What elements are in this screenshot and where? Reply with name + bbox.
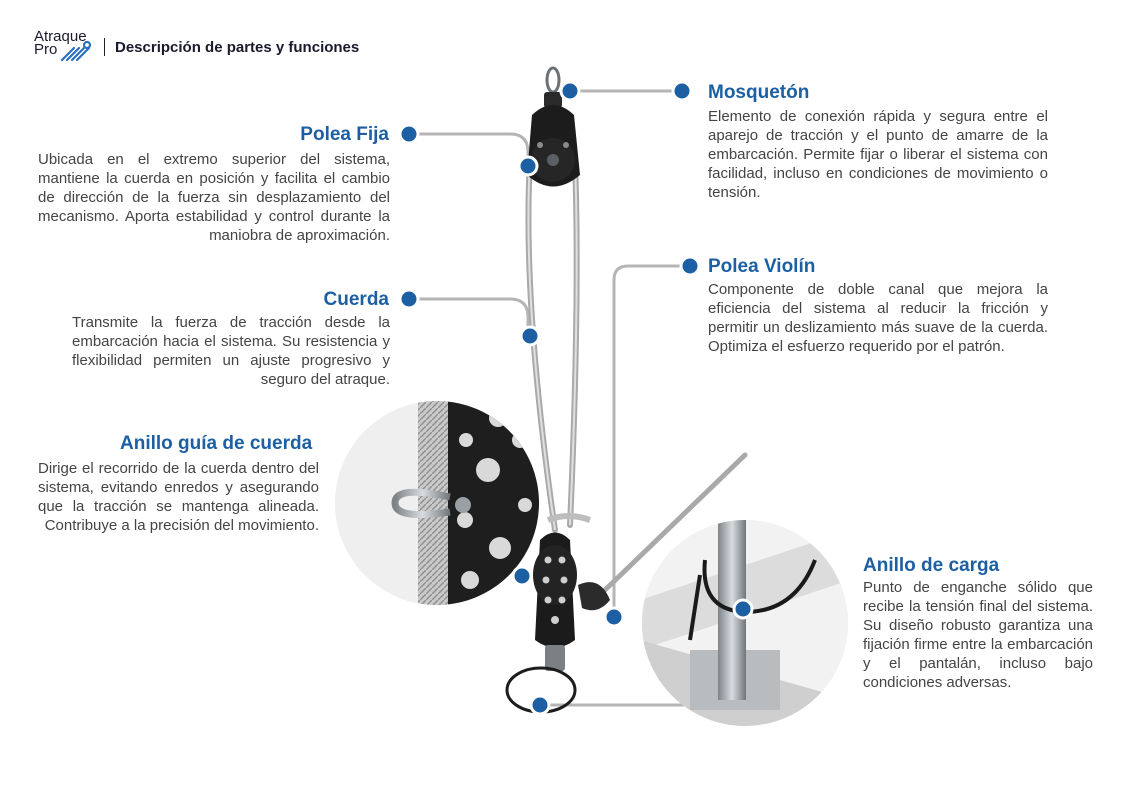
- dot-polea-violin-end: [605, 608, 623, 626]
- dot-cuerda-start: [400, 290, 418, 308]
- dot-mosqueton-end: [673, 82, 691, 100]
- label-text-anillo-guia: Dirige el recorrido de la cuerda dentro del sistema, evitando enredos y asegurando que la tracción se mantenga alineada. Contribuye a la precisión del movimiento.: [38, 460, 319, 534]
- dot-cuerda-end: [521, 327, 539, 345]
- label-title-cuerda: Cuerda: [323, 289, 389, 310]
- label-title-polea-fija: Polea Fija: [300, 124, 389, 145]
- label-title-polea-violin: Polea Violín: [708, 256, 816, 277]
- violin-pulley: [507, 533, 610, 713]
- leader-polea-fija: [409, 134, 528, 166]
- label-text-mosqueton: Elemento de conexión rápida y segura entre el aparejo de tracción y el punto de amarre de la embarcación. Permite fijar o liberar el sistema con facilidad, incluso en condiciones de movimiento o tensión.: [708, 108, 1048, 201]
- dot-polea-fija-end: [519, 157, 537, 175]
- label-text-anillo-carga: Punto de enganche sólido que recibe la tensión final del sistema. Su diseño robusto garantiza una fijación firme entre la embarcación y el pantalán, incluso bajo condiciones adversas.: [863, 579, 1093, 691]
- dot-anillo-guia: [513, 567, 531, 585]
- zoom-circle-load-ring: [640, 520, 850, 730]
- label-text-polea-violin: Componente de doble canal que mejora la eficiencia del sistema al reducir la fricción y permitir un deslizamiento más suave de la cuerda. Optimiza el esfuerzo requerido por el patrón.: [708, 281, 1048, 355]
- dot-mosqueton-start: [561, 82, 579, 100]
- label-text-polea-fija: Ubicada en el extremo superior del sistema, mantiene la cuerda en posición y facilita el cambio de dirección de la fuerza sin desplazamiento del mecanismo. Aporta estabilidad y control durante la maniobra de aproximación.: [38, 151, 390, 244]
- label-title-anillo-carga: Anillo de carga: [863, 555, 1000, 576]
- page-title: Descripción de partes y funciones: [115, 38, 360, 56]
- dot-anillo-carga-end: [734, 600, 752, 618]
- leader-cuerda: [409, 299, 528, 336]
- logo-line1: Atraque: [34, 28, 87, 45]
- label-title-anillo-guia: Anillo guía de cuerda: [120, 433, 313, 454]
- label-text-cuerda: Transmite la fuerza de tracción desde la embarcación hacia el sistema. Su resistencia y flexibilidad permiten un ajuste progresivo y seguro del atraque.: [72, 314, 390, 388]
- dot-anillo-carga-start: [531, 696, 549, 714]
- logo-line2: Pro: [34, 41, 58, 58]
- dot-polea-fija-start: [400, 125, 418, 143]
- dot-polea-violin-start: [681, 257, 699, 275]
- label-title-mosqueton: Mosquetón: [708, 82, 810, 103]
